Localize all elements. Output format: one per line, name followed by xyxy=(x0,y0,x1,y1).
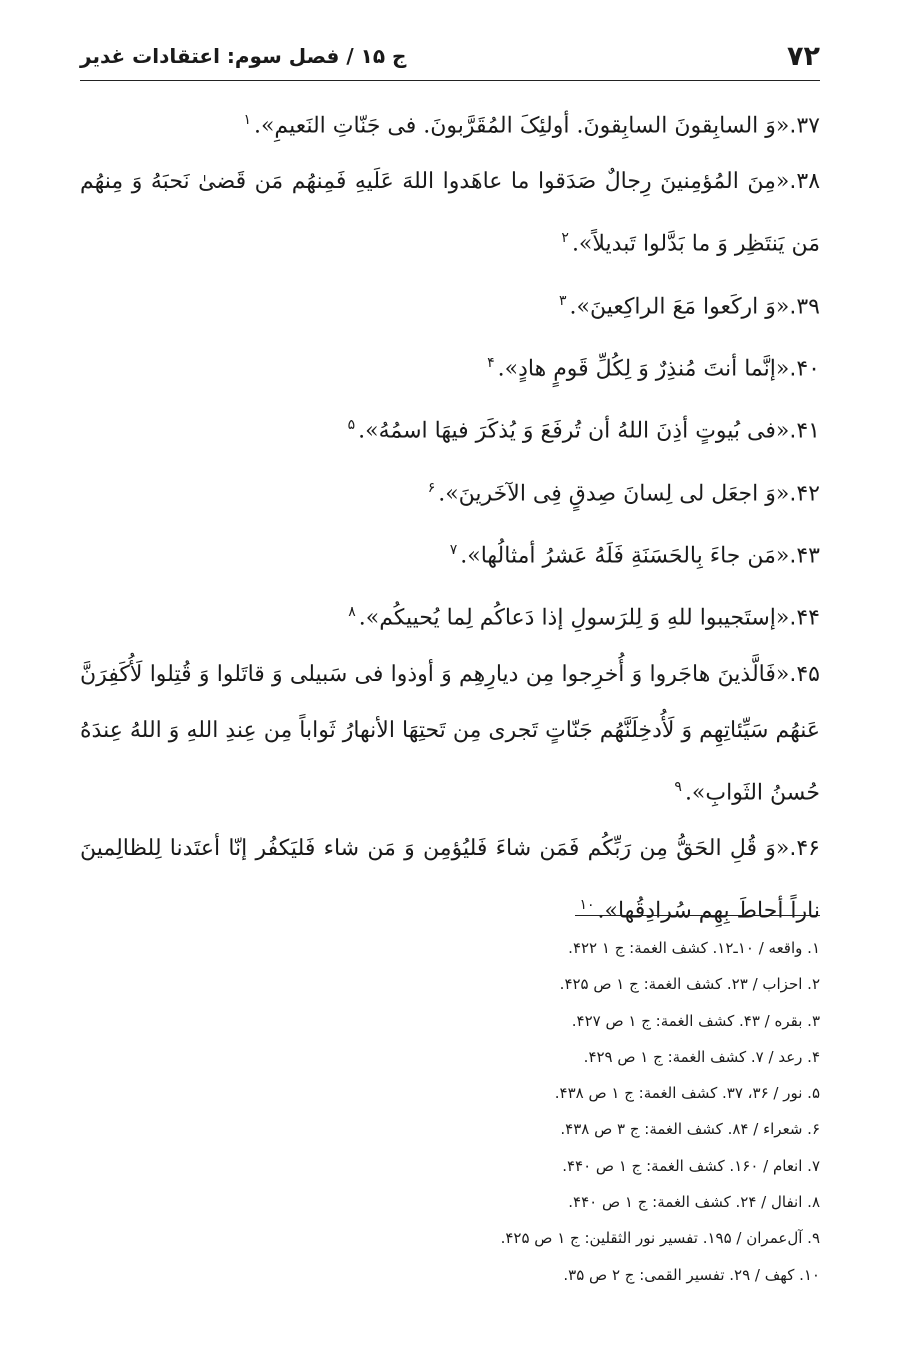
verse-item xyxy=(80,397,820,459)
verse-text: «فَالَّذینَ هاجَروا وَ أُخرِجوا مِن دیارِهِم وَ أوذوا فی سَبیلی وَ قاتَلوا وَ قُتِلوا لَأُکَفِرَنَّ عَنهُم سَیِّئاتِهِم وَ لَأُدخِلَنَّهُم جَنّاتٍ تَجری مِن تَحتِهَا الأنهارُ ثَواباً مِن عِندِ اللهِ وَ اللهُ عِندَهُ حُسنُ الثَوابِ». xyxy=(80,661,820,805)
verse-item xyxy=(80,647,820,821)
verse-text: «إستَجیبوا للهِ وَ لِلرَسولِ إذا دَعاکُم لِما یُحییکُم». xyxy=(358,605,790,631)
footnote-ref: ۶ xyxy=(427,479,436,496)
verse-number: ۳۸. xyxy=(789,169,821,195)
footnote-ref: ۵ xyxy=(347,417,356,434)
verse-text: «مَن جاءَ بِالحَسَنَةِ فَلَهُ عَشرُ أمثالُها». xyxy=(460,543,790,569)
footnote-item: ۸. انفال / ۲۴. کشف الغمة: ج ۱ ص ۴۴۰. xyxy=(568,1193,820,1212)
verse-number: ۴۱. xyxy=(789,418,820,444)
verse-number: ۴۲. xyxy=(789,480,820,506)
footnote-ref: ۹ xyxy=(674,778,682,795)
verse-text: «إنَّما أنتَ مُنذِرٌ وَ لِکُلِّ قَومٍ هادٍ». xyxy=(497,356,790,382)
verse-item xyxy=(80,273,820,335)
verse-item xyxy=(80,154,820,272)
footnote-ref: ۳ xyxy=(558,292,567,309)
verse-item xyxy=(80,335,820,397)
verse-item xyxy=(80,92,820,154)
footnote-item: ۴. رعد / ۷. کشف الغمة: ج ۱ ص ۴۲۹. xyxy=(583,1047,820,1066)
verse-text: «وَ ارکَعوا مَعَ الراکِعینَ». xyxy=(569,293,790,319)
page-header xyxy=(80,32,820,81)
footnote-item: ۹. آل‌عمران / ۱۹۵. تفسیر نور الثقلین: ج ۱ ص ۴۲۵. xyxy=(500,1229,820,1248)
footnote-divider xyxy=(575,915,820,916)
verse-text: «وَ قُلِ الحَقُّ مِن رَبِّکُم فَمَن شاءَ فَلیُؤمِن وَ مَن شاء فَلیَکفُر إنّا أعتَدنا لِلظالِمینَ ناراً أحاطَ بِهِم سُرادِقُها». xyxy=(80,835,820,924)
footnote-ref: ۲ xyxy=(561,230,569,247)
running-title: ج ۱۵ / فصل سوم: اعتقادات غدیر xyxy=(80,44,407,68)
footnote-ref: ۸ xyxy=(348,604,356,621)
page-number: ۷۲ xyxy=(787,40,820,72)
verse-item xyxy=(80,522,820,584)
footnote-item: ۷. انعام / ۱۶۰. کشف الغمة: ج ۱ ص ۴۴۰. xyxy=(562,1156,820,1175)
footnote-list xyxy=(80,930,820,1293)
verse-text: «وَ السابِقونَ السابِقونَ. أولئِکَ المُقَرَّبونَ. فی جَنّاتِ النَعیمِ». xyxy=(253,113,790,139)
footnote-item: ۲. احزاب / ۲۳. کشف الغمة: ج ۱ ص ۴۲۵. xyxy=(559,975,820,994)
footnote-item: ۱۰. کهف / ۲۹. تفسیر القمی: ج ۲ ص ۳۵. xyxy=(563,1265,820,1284)
verse-list xyxy=(80,92,820,939)
verse-item xyxy=(80,460,820,522)
footnote-ref: ۴ xyxy=(487,354,495,371)
verse-text: «فی بُیوتٍ أذِنَ اللهُ أن تُرفَعَ وَ یُذکَرَ فیهَا اسمُهُ». xyxy=(358,418,790,444)
verse-text: «مِنَ المُؤمِنینَ رِجالٌ صَدَقوا ما عاهَدوا اللهَ عَلَیهِ فَمِنهُم مَن قَضیٰ نَحبَهُ وَ مِنهُم مَن یَنتَظِر وَ ما بَدَّلوا تَبدیلاً». xyxy=(80,169,820,257)
footnote-ref: ۱ xyxy=(243,112,251,128)
footnote-item: ۵. نور / ۳۶، ۳۷. کشف الغمة: ج ۱ ص ۴۳۸. xyxy=(554,1084,820,1103)
verse-text: «وَ اجعَل لی لِسانَ صِدقٍ فِی الآخَرینَ». xyxy=(438,480,790,506)
verse-number: ۴۳. xyxy=(789,543,820,569)
footnote-ref: ۱۰ xyxy=(579,896,595,913)
footnote-item: ۳. بقره / ۴۳. کشف الغمة: ج ۱ ص ۴۲۷. xyxy=(571,1011,820,1030)
footnote-ref: ۷ xyxy=(449,541,458,558)
verse-number: ۴۶. xyxy=(789,835,820,861)
footnote-item: ۶. شعراء / ۸۴. کشف الغمة: ج ۳ ص ۴۳۸. xyxy=(560,1120,820,1139)
verse-number: ۴۴. xyxy=(789,605,820,631)
verse-number: ۴۵. xyxy=(789,661,820,687)
verse-item xyxy=(80,584,820,646)
verse-number: ۳۹. xyxy=(789,293,820,319)
footnote-item: ۱. واقعه / ۱۰ـ۱۲. کشف الغمة: ج ۱ ۴۲۲. xyxy=(568,939,820,957)
verse-number: ۳۷. xyxy=(789,113,820,139)
verse-item xyxy=(80,821,820,939)
verse-number: ۴۰. xyxy=(789,356,820,382)
